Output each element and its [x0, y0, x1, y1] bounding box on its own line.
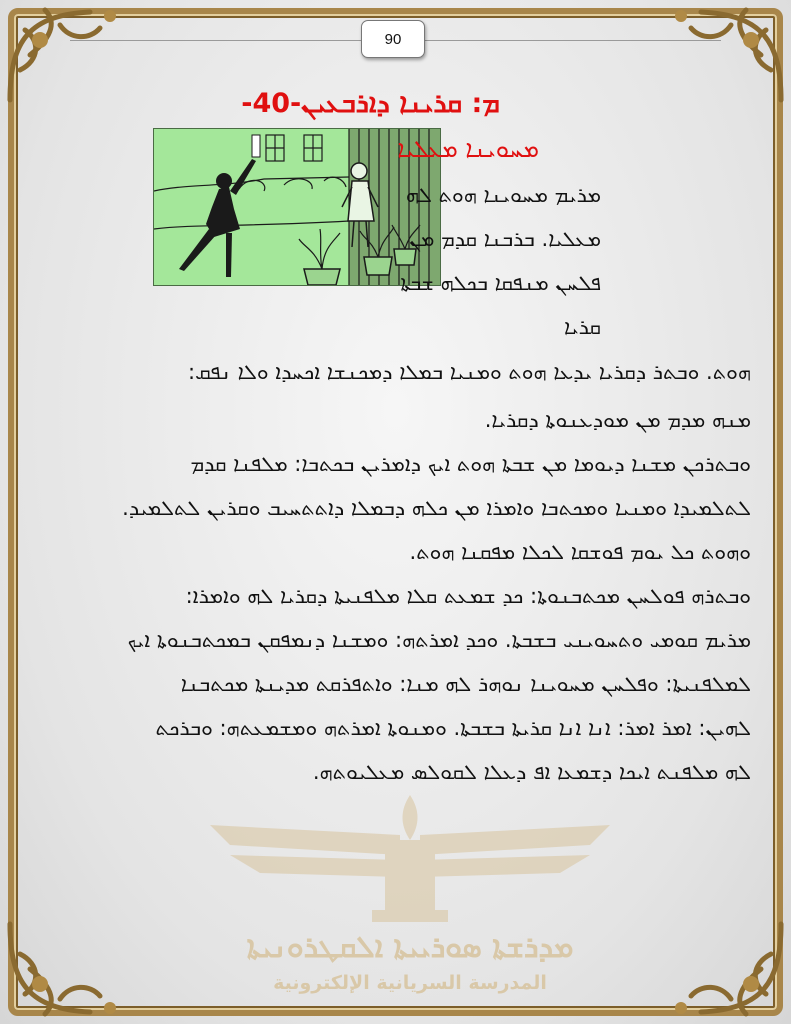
paragraph-line: ܦܠܚܢ ܡܢܦܩܐ ܒܟܠܗ ܫܒܬܐ: [400, 271, 601, 295]
paragraph-line: ܠܬܠܡܝܕܐ ܘܡܢܝܐ ܘܡܟܬܒܐ ܘܐܡܪܐ ܡܢ ܟܠܗ ܕܒܡܠܐ ܕܐܬܬܚܝܒ ܘܩܪܝܢ ܠܬܠܡܝܕ.: [122, 496, 751, 520]
corner-ornament-icon: [0, 914, 150, 1024]
paragraph-line: ܩܪܝܐ: [563, 315, 601, 339]
paragraph-line: ܡܪܝܡ ܡܚܘܝܢܐ ܗܘܬ ܠܗ: [405, 183, 601, 207]
paragraph-line: ܠܡܠܦܢܝܬܐ: ܘܦܠܚܢ ܡܚܘܝܢܐ ܢܘܗܪ ܠܗ ܡܢܐ: ܘܐܬܦܪܩܬ ܡܕܝܢܬܐ ܡܟܬܒܢܐ: [180, 672, 751, 696]
paragraph-line: ܘܒܬܪܗ ܦܘܠܚܢ ܡܟܬܒܢܘܬܐ: ܟܕ ܫܡܥܬ ܩܠܐ ܡܠܦܢܝܬܐ ܕܩܪܝܐ ܠܗ ܘܐܡܪܐ:: [185, 584, 751, 608]
paragraph-line: ܡܪܝܡ ܩܘܡܝ ܘܬܚܘܝܢܝ ܒܫܒܬܐ. ܘܟܕ ܐܡܪܬܗ: ܘܡܫܢܐ ܕܢܡܦܩܢ ܒܡܟܬܒܢܘܬܐ ܐܝܟ: [127, 628, 751, 652]
paragraph-line: ܡܥܠܝܐ. ܒܪܒܢܐ ܩܕܡ ܡܢ: [409, 227, 601, 251]
watermark-arabic-text: المدرسة السريانية الإلكترونية: [273, 972, 547, 994]
corner-ornament-icon: [0, 0, 150, 110]
paragraph-line: ܡܢܗ ܡܕܡ ܡܢ ܡܘܕܥܢܘܬܐ ܕܩܪܝܐ.: [484, 408, 751, 432]
paragraph-line: ܘܒܬܪܟܢ ܡܫܢܐ ܕܝܘܡܐ ܡܢ ܫܒܬܐ ܗܘܬ ܐܝܟ ܕܐܡܪܝܢ ܒܟܬܒܐ: ܡܠܦܢܐ ܩܕܡ: [190, 452, 751, 476]
paragraph-line: ܘܗܘܬ ܟܠ ܝܘܡ ܦܘܫܩܐ ܠܟܠܐ ܡܦܩܢܐ ܗܘܬ.: [409, 540, 751, 564]
corner-ornament-icon: [641, 914, 791, 1024]
watermark-syriac-text: ܡܕܪܫܬܐ ܣܘܪܝܝܬܐ ܐܠܩܛܪܘܢܝܬܐ: [246, 930, 574, 965]
paragraph-line: ܗܘܬ. ܘܒܬܪ ܕܩܪܝܐ ܝܕܥܐ ܗܘܬ ܘܡܢܝܐ ܒܡܠܐ ܕܡܟܢܫܐ ܐܟܚܕܐ ܘܠܐ ܢܦܩ:: [188, 360, 751, 384]
page-number-badge: 90: [361, 20, 425, 58]
lesson-title: ܡ: ܩܪܝܢܐ ܕܐܪܒܥܝܢ-40-: [241, 88, 500, 119]
reading-title: ܡܚܘܝܢܐ ܡܥܠܝܐ: [397, 135, 539, 163]
paragraph-line: ܠܗܝܢ: ܐܡܪ ܐܡܪ: ܐܢܐ ܐܢܐ ܩܪܝܬܐ ܒܫܒܬܐ. ܘܡܢܘܬܐ ܐܡܪܬܗ ܘܡܫܡܥܬܗ: ܘܒܪܟܬ: [155, 716, 751, 740]
winged-emblem-icon: [200, 785, 620, 1000]
corner-ornament-icon: [641, 0, 791, 110]
paragraph-line: ܠܗ ܡܠܦܢܬ ܐܝܟܐ ܕܫܡܥܐ ܐܦ ܕܥܠܐ ܠܩܘܠܣ ܡܥܠܝܘܬܗ.: [312, 760, 751, 784]
